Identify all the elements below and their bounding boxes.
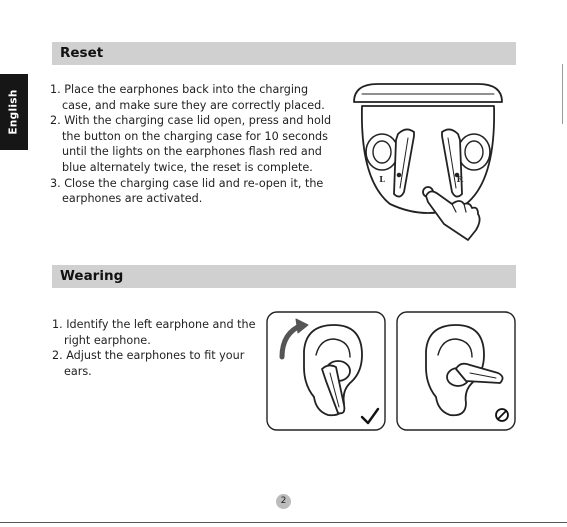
right-earbud-label: R [456,174,464,184]
reset-step-1: 1. Place the earphones back into the charging case, and make sure they are correctly placed. [50,83,325,112]
reset-heading: Reset [60,45,104,61]
charging-case-reset-illustration [348,80,508,248]
right-earbud-cavity [458,134,490,170]
language-tab-label: English [8,89,20,135]
language-tab [0,74,28,150]
reset-section-header [52,42,516,65]
reset-step-2: 2. With the charging case lid open, press and hold the button on the charging case for 10 seconds until the lights on the earphones flash red and blue alternately twice, the reset is complete. [50,114,332,174]
page-bottom-rule [0,522,567,523]
left-earbud-label: L [379,174,385,184]
left-earbud-cavity [366,134,398,170]
reset-steps-list [50,82,340,207]
page-number: 2 [276,494,291,509]
wearing-heading: Wearing [60,268,124,284]
case-lid [354,84,502,102]
page-edge-line [562,64,563,124]
reset-step-3: 3. Close the charging case lid and re-open it, the earphones are activated. [50,176,324,206]
wearing-step-2: 2. Adjust the earphones to fit your ears. [52,349,245,378]
wearing-step-1: 1. Identify the left earphone and the right earphone. [52,318,256,347]
wearing-steps-list [52,317,257,379]
incorrect-wearing-illustration [396,311,516,431]
correct-wearing-illustration [266,311,386,431]
wearing-section-header [52,265,516,288]
